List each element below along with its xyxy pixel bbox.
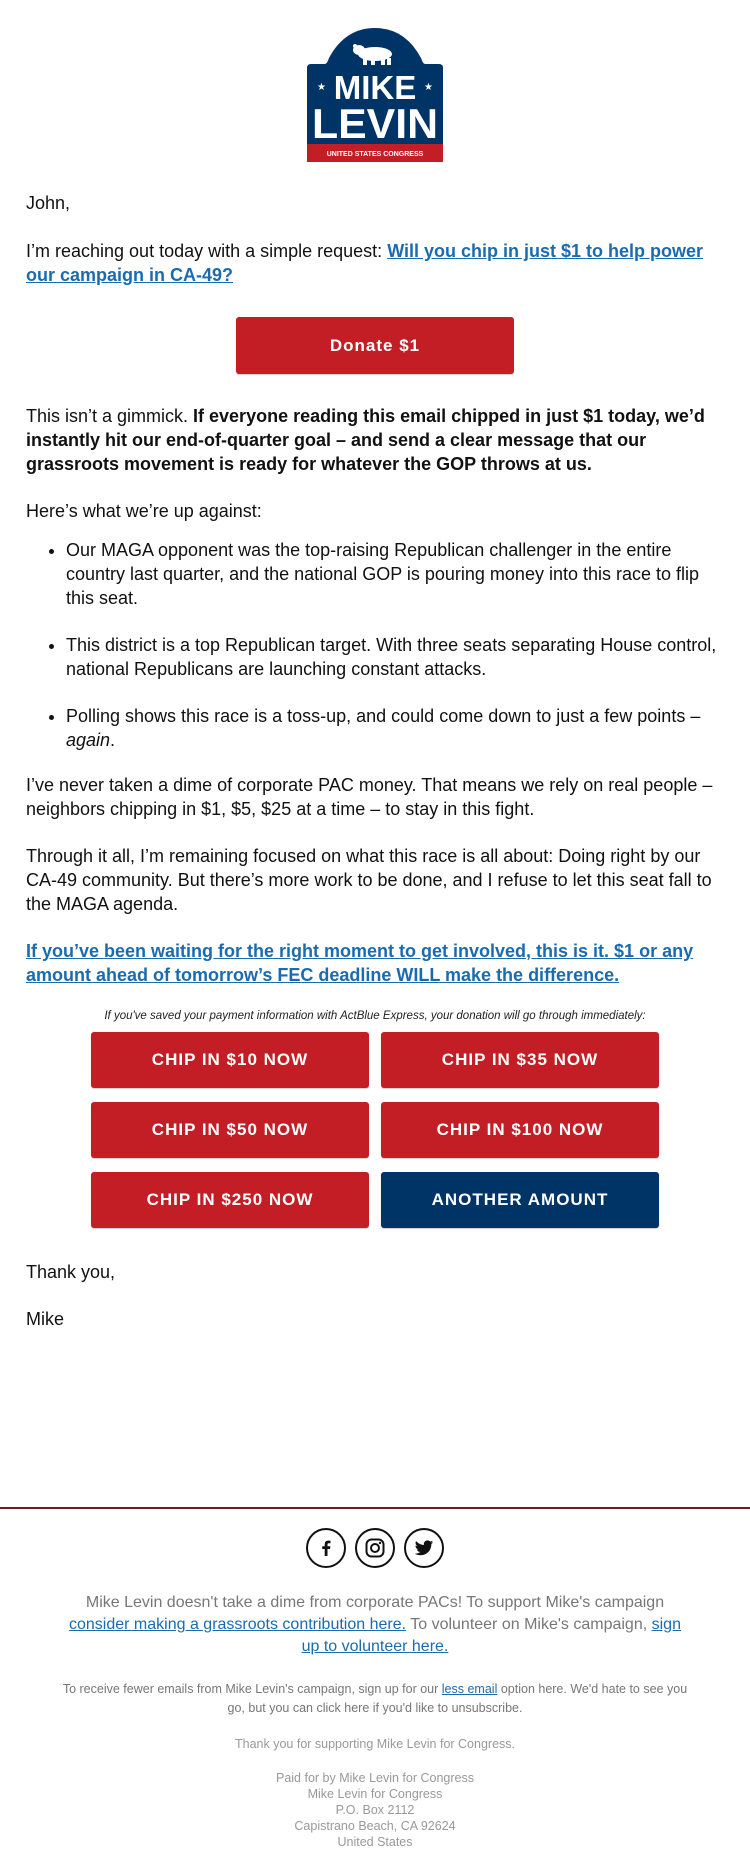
bullet-italic-text: again: [66, 730, 111, 750]
cta-donate-link[interactable]: If you’ve been waiting for the right moment to get involved, this is it. $1 or any amount ahead of tomorrow’s FEC deadline WILL make the difference.: [26, 941, 694, 985]
country-line: United States: [337, 1835, 413, 1849]
donate-1-button[interactable]: Donate $1: [236, 317, 514, 374]
signoff-thanks: Thank you,: [26, 1262, 116, 1282]
bullet-item: • This district is a top Republican target. With three seats separating House control, national Republicans are launching constant attacks.: [66, 633, 726, 681]
chip-in-250-button[interactable]: CHIP IN $250 NOW: [91, 1172, 369, 1228]
footer-divider: [0, 1507, 750, 1509]
star-icon: ★: [317, 82, 326, 93]
footer-unsub-text-2: option here. We'd hate to see you go, but you can click here if you'd like to unsubscribe.: [227, 1682, 688, 1715]
footer-thanks: Thank you for supporting Mike Levin for Congress.: [235, 1737, 515, 1751]
star-icon: ★: [424, 82, 433, 93]
twitter-icon[interactable]: [404, 1528, 444, 1568]
gimmick-paragraph: [26, 404, 726, 476]
gimmick-text: This isn’t a gimmick.: [26, 406, 194, 426]
paid-for-line: Paid for by Mike Levin for Congress: [275, 1771, 474, 1785]
chip-in-10-button[interactable]: CHIP IN $10 NOW: [91, 1032, 369, 1088]
intro-paragraph: [26, 239, 726, 287]
intro-donate-link[interactable]: Will you chip in just $1 to help power our campaign in CA-49?: [26, 241, 704, 285]
cta-paragraph: [26, 939, 726, 987]
logo-name-first: MIKE: [333, 69, 417, 106]
grassroots-contribution-link[interactable]: consider making a grassroots contribution here.: [69, 1616, 407, 1633]
greeting: John,: [26, 193, 71, 213]
intro-text: I’m reaching out today with a simple request:: [26, 241, 388, 261]
bullet-list: [26, 538, 726, 775]
facebook-icon[interactable]: [306, 1528, 346, 1568]
logo-banner-text: UNITED STATES CONGRESS: [326, 151, 424, 158]
footer-unsubscribe-text: [60, 1680, 690, 1718]
up-against-paragraph: Here’s what we’re up against:: [26, 501, 262, 521]
po-box-line: P.O. Box 2112: [335, 1803, 415, 1817]
campaign-logo: [305, 28, 445, 162]
city-line: Capistrano Beach, CA 92624: [294, 1819, 456, 1833]
bullet-end: .: [110, 730, 116, 750]
focus-paragraph: Through it all, I’m remaining focused on what this race is all about: Doing right by our CA-49 community. But there’s more work to be done, and I refuse to let this seat fall to the MAGA agenda.: [26, 846, 712, 914]
instagram-icon[interactable]: [355, 1528, 395, 1568]
footer-pac-text: [60, 1592, 690, 1658]
another-amount-button[interactable]: ANOTHER AMOUNT: [381, 1172, 659, 1228]
chip-in-50-button[interactable]: CHIP IN $50 NOW: [91, 1102, 369, 1158]
footer-pac-text-1: Mike Levin doesn't take a dime from corporate PACs! To support Mike's campaign: [85, 1594, 665, 1611]
chip-in-35-button[interactable]: CHIP IN $35 NOW: [381, 1032, 659, 1088]
volunteer-link[interactable]: sign up to volunteer here.: [301, 1616, 681, 1655]
pac-money-paragraph: I’ve never taken a dime of corporate PAC money. That means we rely on real people – neighbors chipping in $1, $5, $25 at a time – to stay in this fight.: [26, 775, 713, 819]
bullet-item: • Our MAGA opponent was the top-raising Republican challenger in the entire country last quarter, and the national GOP is pouring money into this race to flip this seat.: [66, 538, 726, 610]
signoff-name: Mike: [26, 1309, 65, 1329]
bullet-item: [66, 704, 726, 752]
footer-address: [0, 1770, 750, 1850]
less-email-link[interactable]: less email: [441, 1682, 498, 1696]
footer-unsub-text-1: To receive fewer emails from Mike Levin's campaign, sign up for our: [62, 1682, 442, 1696]
actblue-express-note: If you've saved your payment information with ActBlue Express, your donation will go through immediately:: [104, 1010, 646, 1022]
org-line: Mike Levin for Congress: [307, 1787, 443, 1801]
logo-badge: [305, 28, 445, 162]
gimmick-bold-text: If everyone reading this email chipped in just $1 today, we’d instantly hit our end-of-quarter goal – and send a clear message that our grassroots movement is ready for whatever the GOP throws at us.: [26, 406, 705, 474]
bullet-text: Polling shows this race is a toss-up, and could come down to just a few points –: [66, 706, 701, 726]
chip-in-100-button[interactable]: CHIP IN $100 NOW: [381, 1102, 659, 1158]
logo-name-last: LEVIN: [312, 100, 438, 147]
footer-pac-text-2: To volunteer on Mike's campaign,: [406, 1616, 652, 1633]
